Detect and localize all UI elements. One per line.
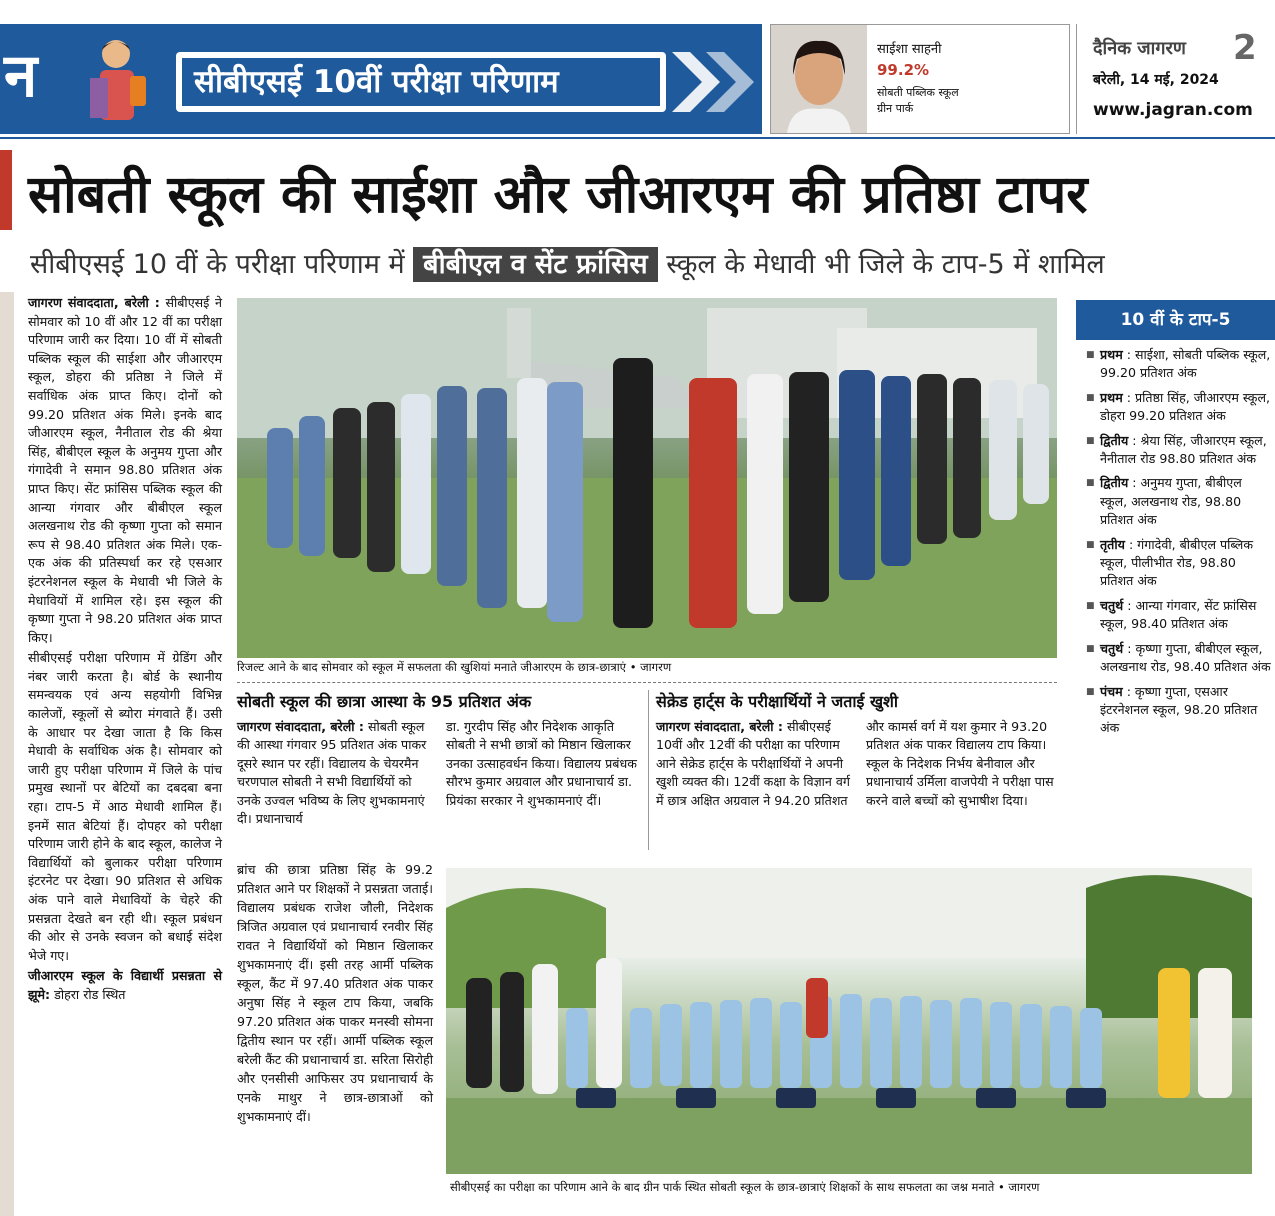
lead-paragraph-1 xyxy=(28,294,222,647)
banner-title: सीबीएसई 10वीं परीक्षा परिणाम xyxy=(182,58,660,106)
subhead-highlight: बीबीएल व सेंट फ्रांसिस xyxy=(413,247,657,282)
masthead xyxy=(1076,24,1275,134)
rank-detail: : आन्या गंगवार, सेंट फ्रांसिस स्कूल, 98.40 प्रतिशत अंक xyxy=(1100,597,1257,632)
lead-story-column xyxy=(28,294,222,1007)
lead-text-3: डोहरा रोड स्थित xyxy=(50,986,126,1002)
topper-percentage: 99.2% xyxy=(877,61,930,79)
section-divider xyxy=(237,682,1057,683)
rank-label: तृतीय xyxy=(1100,536,1125,552)
rank-detail: : कृष्णा गुप्ता, बीबीएल स्कूल, अलखनाथ रोड, 98.40 प्रतिशत अंक xyxy=(1100,640,1271,675)
lead-paragraph-2: सीबीएसई परीक्षा परिणाम में ग्रेडिंग और नंबर जारी करता है। बोर्ड के स्थानीय समन्वयक एवं अन्य सहयोगी विभिन्न कालेजों, स्कूलों से ब्योरा मंगवाते हैं। उसी के आधार पर देखा जाता है कि किस मेधावी के सर्वाधिक अंक है। सोमवार को जारी हुए परीक्षा परिणाम में जिले के पांच प्रमुख स्थानों पर बेटियों का दबदबा बना रहा। टाप-5 में आठ मेधावी शामिल हैं। इनमें सात बेटियां हैं। दोपहर को परीक्षा परिणाम जारी होने के बाद स्कूल, कालेज ने विद्यार्थियों को बुलाकर परीक्षा परिणाम इंटरनेट पर देखा। 90 प्रतिशत से अधिक अंक पाने वाले मेधावियों के चेहरे की प्रसन्नता देखते बन रही थी। स्कूल प्रबंधन की ओर से उनके स्वजन को बधाई संदेश भेजे गए। xyxy=(28,650,222,963)
topper-school-line1: सोबती पब्लिक स्कूल xyxy=(877,86,959,99)
top5-box-title: 10 वीं के टाप-5 xyxy=(1076,300,1275,340)
photo1-caption: रिजल्ट आने के बाद सोमवार को स्कूल में सफलता की खुशियां मनाते जीआरएम के छात्र-छात्राएं • जागरण xyxy=(237,660,672,674)
rank-label: चतुर्थ xyxy=(1100,597,1124,613)
story-sacred-hearts-byline: जागरण संवाददाता, बरेली : xyxy=(656,719,783,734)
story-sobti-byline: जागरण संवाददाता, बरेली : xyxy=(237,719,364,734)
subhead-after: स्कूल के मेधावी भी जिले के टाप-5 में शामिल xyxy=(657,249,1105,280)
topper-school-line2: ग्रीन पार्क xyxy=(877,102,914,115)
list-item xyxy=(1086,474,1272,529)
list-item xyxy=(1086,389,1272,426)
subheadline xyxy=(30,240,1270,290)
grm-students-photo xyxy=(237,298,1057,658)
banner-arrows-icon xyxy=(672,52,762,112)
lead-subheading: जीआरएम स्कूल के विद्यार्थी प्रसन्नता से झूमे: xyxy=(28,968,222,1002)
story-sacred-hearts-col1 xyxy=(656,718,856,810)
list-item xyxy=(1086,346,1272,383)
topper-school xyxy=(877,85,1047,117)
rank-label: चतुर्थ xyxy=(1100,640,1124,656)
story-sobti-title: सोबती स्कूल की छात्रा आस्था के 95 प्रतिशत अंक xyxy=(237,692,532,711)
lead-byline: जागरण संवाददाता, बरेली : xyxy=(28,295,160,310)
story-sacred-hearts-col2: और कामर्स वर्ग में यश कुमार ने 93.20 प्रतिशत अंक पाकर विद्यालय टाप किया। स्कूल के निदेशक निर्भय बेनीवाल और प्रधानाचार्य उर्मिला वाजपेयी ने परीक्षा पास करने वाले बच्चों को सुभाषीश दिया। xyxy=(866,719,1054,808)
page-headline: सोबती स्कूल की साईशा और जीआरएम की प्रतिष्ठा टापर xyxy=(28,165,1088,225)
story-sobti-col2: डा. गुरदीप सिंह और निदेशक आकृति सोबती ने सभी छात्रों को मिष्ठान खिलाकर उनका उत्साहवर्धन किया। विद्यालय प्रबंधक सौरभ कुमार अग्रवाल और प्रधानाचार्य डा. प्रियंका सरकार ने शुभकामनाएं दीं। xyxy=(446,719,637,808)
rank-detail: : अनुमय गुप्ता, बीबीएल स्कूल, अलखनाथ रोड, 98.80 प्रतिशत अंक xyxy=(1100,475,1242,528)
topper-feature xyxy=(770,24,1070,134)
story-sacred-hearts-title: सेक्रेड हार्ट्स के परीक्षार्थियों ने जताई खुशी xyxy=(656,692,899,711)
edition-date: बरेली, 14 मई, 2024 xyxy=(1093,72,1219,88)
rank-detail: : प्रतिष्ठा सिंह, जीआरएम स्कूल, डोहरा 99.20 प्रतिशत अंक xyxy=(1100,389,1270,424)
rank-detail: : श्रेया सिंह, जीआरएम स्कूल, नैनीताल रोड 98.80 प्रतिशत अंक xyxy=(1100,432,1267,467)
banner-left-glyph: न xyxy=(4,41,38,111)
masthead-divider xyxy=(0,137,1275,139)
list-item xyxy=(1086,432,1272,469)
top5-list xyxy=(1086,346,1272,744)
list-item xyxy=(1086,683,1272,738)
story-sobti-text1: सोबती स्कूल की आस्था गंगवार 95 प्रतिशत अंक पाकर दूसरे स्थान पर रहीं। विद्यालय के चेयरमैन चरणपाल सोबती ने सभी विद्यार्थियों को उनके उज्वल भविष्य के लिए शुभकामनाएं दी। प्रधानाचार्य xyxy=(237,719,427,827)
newspaper-logo: दैनिक जागरण xyxy=(1093,38,1186,59)
topper-name: साईशा साहनी xyxy=(877,42,942,57)
story-sobti-col1 xyxy=(237,718,437,828)
rank-label: प्रथम xyxy=(1100,389,1123,405)
column-divider xyxy=(648,690,649,850)
sobti-school-celebration-photo xyxy=(446,868,1252,1174)
rank-label: प्रथम xyxy=(1100,347,1123,362)
story-sacred-hearts-text1: सीबीएसई 10वीं और 12वीं की परीक्षा का परिणाम आने सेक्रेड हार्ट्स के परीक्षार्थियों ने अपनी खुशी व्यक्त की। 12वीं कक्षा के विज्ञान वर्ग में छात्र अक्षित अग्रवाल ने 94.20 प्रतिशत xyxy=(656,719,851,808)
subhead-before: सीबीएसई 10 वीं के परीक्षा परिणाम में xyxy=(30,249,414,280)
rank-label: द्वितीय xyxy=(1100,432,1129,448)
section-banner xyxy=(0,24,762,134)
student-illustration-icon xyxy=(70,32,170,132)
page-number: 2 xyxy=(1233,28,1257,68)
rank-detail: : साईशा, सोबती पब्लिक स्कूल, 99.20 प्रतिशत अंक xyxy=(1100,347,1271,381)
rank-label: पंचम xyxy=(1100,683,1123,699)
rank-detail: : कृष्णा गुप्ता, एसआर इंटरनेशनल स्कूल, 98.20 प्रतिशत अंक xyxy=(1100,683,1258,736)
rank-label: द्वितीय xyxy=(1100,475,1129,491)
headline-accent-bar xyxy=(0,150,12,230)
topper-photo xyxy=(771,25,867,133)
photo2-caption: सीबीएसई का परीक्षा का परिणाम आने के बाद ग्रीन पार्क स्थित सोबती स्कूल के छात्र-छात्राएं शिक्षकों के साथ सफलता का जश्न मनाते • जागरण xyxy=(450,1180,1040,1194)
left-edge-strip xyxy=(0,292,14,1216)
list-item xyxy=(1086,536,1272,591)
list-item xyxy=(1086,597,1272,634)
lead-story-continuation: ब्रांच की छात्रा प्रतिष्ठा सिंह के 99.2 प्रतिशत आने पर शिक्षकों ने प्रसन्नता जताई। विद्यालय प्रबंधक राजेश जौली, निदेशक त्रिजित अग्रवाल एवं प्रधानाचार्य रनवीर सिंह रावत ने विद्यार्थियों को मिष्ठान खिलाकर शुभकामनाएं दीं। इसी तरह आर्मी पब्लिक स्कूल, कैंट में 97.40 प्रतिशत अंक पाकर अनुषा सिंह ने स्कूल टाप किया, जबकि 97.20 प्रतिशत अंक पाकर मनस्वी सोमना द्वितीय स्थान पर रहीं। आर्मी पब्लिक स्कूल बरेली कैंट की प्रधानाचार्य डा. सरिता सिरोही और एनसीसी आफिसर उप प्रधानाचार्य के एनके माथुर ने छात्र-छात्राओं को शुभकामनाएं दीं। xyxy=(237,862,433,1124)
website-url[interactable]: www.jagran.com xyxy=(1093,100,1253,120)
list-item xyxy=(1086,640,1272,677)
lead-text-1: सीबीएसई ने सोमवार को 10 वीं और 12 वीं का परीक्षा परिणाम जारी कर दिया। 10 वीं में सोबती पब्लिक स्कूल की साईशा और जीआरएम स्कूल, डोहरा की प्रतिष्ठा ने जिले में सर्वाधिक अंक प्राप्त किए। दोनों को 99.20 प्रतिशत अंक मिले। इनके बाद जीआरएम स्कूल, नैनीताल रोड की श्रेया सिंह, बीबीएल स्कूल के अनुमय गुप्ता और गंगादेवी ने समान 98.80 प्रतिशत अंक प्राप्त किए। सेंट फ्रांसिस पब्लिक स्कूल की आन्या गंगवार और बीबीएल स्कूल अलखनाथ रोड की कृष्णा गुप्ता को समान रूप से 98.40 प्रतिशत अंक मिले। एक-एक अंक की प्रतिस्पर्धा कर रहे एसआर इंटरनेशनल स्कूल के मेधावी भी जिले के मेधावियों में शामिल रहे। इस स्कूल की कृष्णा गुप्ता ने 98.20 प्रतिशत अंक प्राप्त किए। xyxy=(28,295,222,645)
lead-paragraph-3 xyxy=(28,967,222,1004)
rank-detail: : गंगादेवी, बीबीएल पब्लिक स्कूल, पीलीभीत रोड, 98.80 प्रतिशत अंक xyxy=(1100,536,1253,589)
banner-title-pill xyxy=(176,52,666,112)
